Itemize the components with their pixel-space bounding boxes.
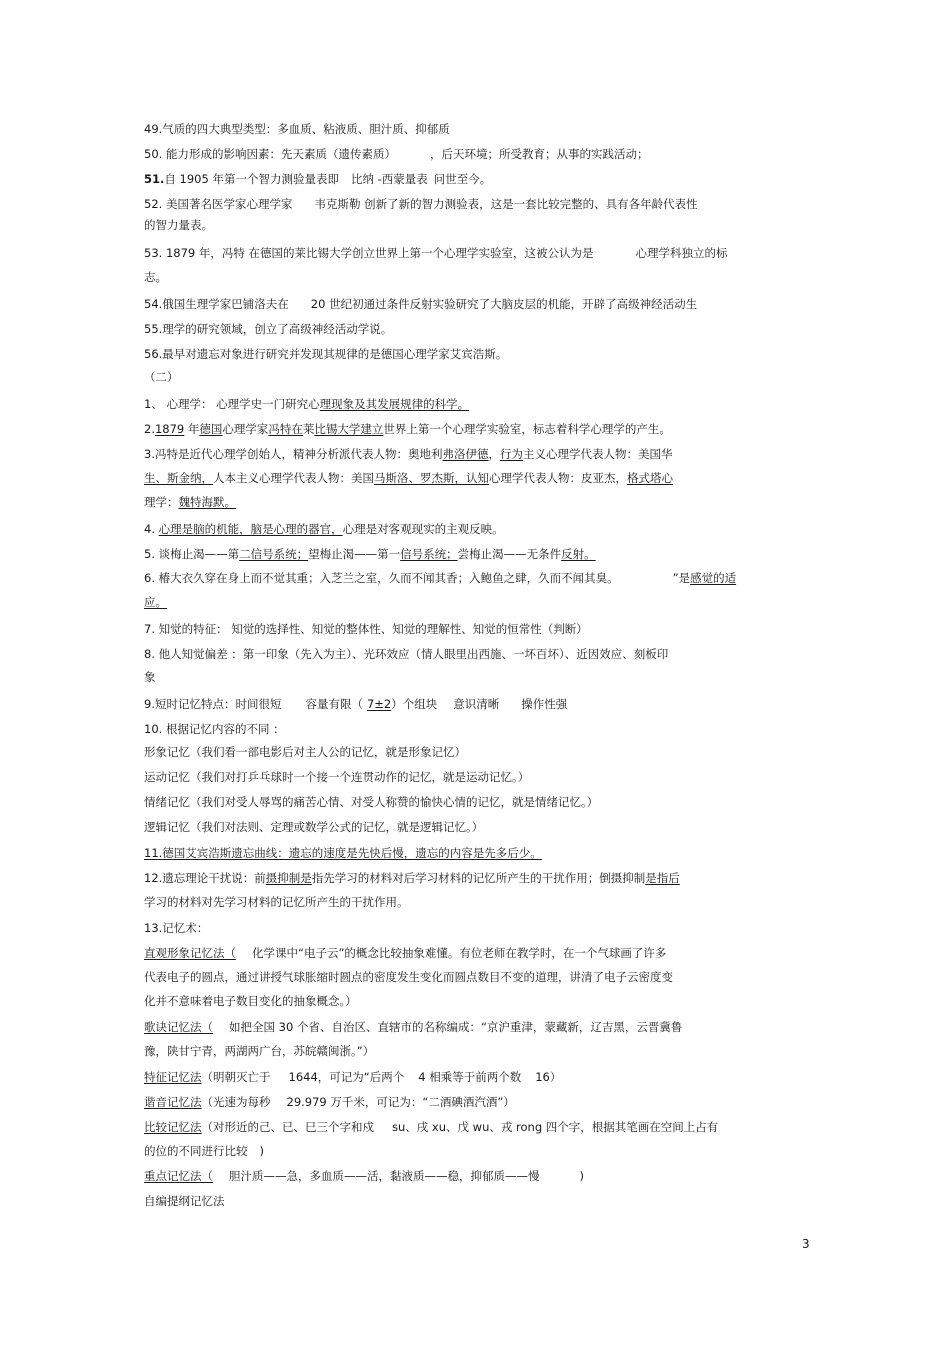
text: 自 1905 年第一个智力测验量表即 xyxy=(164,172,339,186)
item-2 xyxy=(144,421,671,437)
text: 11.德国艾宾浩斯遗忘曲线：遗忘的速度是先快后慢，遗忘的内容是先多后少。 xyxy=(144,846,542,860)
text: 7. 知觉的特征： 知觉的选择性、知觉的整体性、知觉的理解性、知觉的恒常性（判断） xyxy=(144,622,588,636)
mnemonic-7 xyxy=(144,1193,225,1209)
line-51 xyxy=(144,171,491,187)
text: 直观形象记忆法（ xyxy=(144,946,236,960)
item-7 xyxy=(144,621,588,637)
item-13 xyxy=(144,920,208,936)
text: 1、 心理学： 心理学史一门研究心 xyxy=(144,397,320,411)
text: su、戌 xu、戊 wu、戎 rong 四个字，根据其笔画在空间上占有 xyxy=(392,1120,719,1134)
text: 谐音记忆法 xyxy=(144,1095,202,1109)
text: （光速为每秒 xyxy=(201,1095,271,1109)
item-8-cont xyxy=(144,669,156,685)
item-6-cont xyxy=(144,594,167,610)
text: 的智力量表。 xyxy=(144,218,213,232)
mnemonic-2 xyxy=(144,1019,682,1035)
line-54 xyxy=(144,296,697,312)
text: 问世至今。 xyxy=(433,172,492,186)
item-8 xyxy=(144,646,668,662)
line-52 xyxy=(144,196,698,212)
text: 50. 能力形成的影响因素：先天素质（遗传素质） xyxy=(144,147,396,161)
text: 德国 xyxy=(199,422,223,436)
memory-type-4 xyxy=(144,819,483,835)
text: 6. 椿大衣久穿在身上而不觉其重；入芝兰之室，久而不闻其香；入鲍鱼之肆，久而不闻其臭。 xyxy=(144,571,619,585)
text: 1879 xyxy=(154,422,185,436)
text: 的位的不同进行比较 xyxy=(144,1144,248,1158)
text: 5. 谈梅止渴——第 xyxy=(144,547,240,561)
item-12-cont xyxy=(144,894,409,910)
text: 格式塔心 xyxy=(627,471,673,485)
text: 理学： xyxy=(144,495,179,509)
text: 4 相乘等于前两个数 xyxy=(418,1070,522,1084)
line-49 xyxy=(144,121,450,137)
text: 比锡大学建立 xyxy=(314,422,384,436)
text: ”是 xyxy=(672,571,691,585)
text: 豫，陕甘宁青，两湖两广台，苏皖赣闽浙。”） xyxy=(144,1044,375,1058)
text: 比纳 -西蒙量表 xyxy=(350,172,428,186)
text: 望梅止渴——第一 xyxy=(308,547,401,561)
text: 化学课中“电子云”的概念比较抽象难懂。有位老师在教学时，在一个气球画了许多 xyxy=(252,946,667,960)
text: 信号系统； xyxy=(400,547,458,561)
text: 韦克斯勒 创新了新的智力测验表，这是一套比较完整的、具有各年龄代表性 xyxy=(314,197,698,211)
text: 操作性强 xyxy=(521,697,568,711)
text: 49.气质的四大典型类型：多血质、粘液质、胆汁质、抑郁质 xyxy=(144,122,450,136)
text: 冯特是近代心理学创始人，精神分析派代表人物：奥地利 xyxy=(154,447,443,461)
text: 比较记忆法 xyxy=(144,1120,202,1134)
text: 1644，可记为“后两个 xyxy=(288,1070,405,1084)
page-number: 3 xyxy=(802,1237,810,1251)
item-3-cont2 xyxy=(144,494,236,510)
text: 如把全国 30 个省、自治区、直辖市的名称编成：“京沪重津，蒙藏新，辽吉黑，云晋冀鲁 xyxy=(229,1020,683,1034)
text: 重点记忆法（ xyxy=(144,1169,213,1183)
text: （对形近的己、已、巳三个字和戍 xyxy=(201,1120,374,1134)
text: 指先学习的材料对后学习材料的记忆所产生的干扰作用；倒摄抑制 xyxy=(311,871,646,885)
text: 歌诀记忆法（ xyxy=(144,1020,213,1034)
text: 7±2 xyxy=(366,697,392,711)
item-3 xyxy=(144,446,728,462)
text: 特征记忆法 xyxy=(144,1070,202,1084)
text: 志。 xyxy=(144,270,167,284)
line-56 xyxy=(144,346,507,362)
text: 年 xyxy=(184,422,200,436)
memory-type-3 xyxy=(144,794,598,810)
text: 世界上第一个心理学实验室，标志着科学心理学的产生。 xyxy=(383,422,671,436)
text: 52. 美国著名医学家心理学家 xyxy=(144,197,293,211)
text: 16） xyxy=(535,1070,562,1084)
text: 29.979 万千米，可记为：“二酒碘酒汽酒”） xyxy=(286,1095,515,1109)
text: 10. 根据记忆内容的不同 ： xyxy=(144,722,285,736)
text: 9.短时记忆特点：时间很短 xyxy=(144,697,282,711)
text: 弗洛伊德 xyxy=(442,447,489,461)
text: （二） xyxy=(144,370,179,384)
text: 二信号系统； xyxy=(239,547,309,561)
text: 尝梅止渴——无条件 xyxy=(457,547,562,561)
text: ）个组块 xyxy=(391,697,438,711)
item-5 xyxy=(144,546,642,562)
text: 理现象及其发展规律的科学。 xyxy=(319,397,470,411)
text: 55.理学的研究领域，创立了高级神经活动学说。 xyxy=(144,322,393,336)
mnemonic-5-cont xyxy=(144,1143,264,1159)
line-53-cont xyxy=(144,269,167,285)
text: ，后天环境；所受教育；从事的实践活动； xyxy=(429,147,649,161)
mnemonic-1-cont xyxy=(144,969,673,985)
text: 形象记忆（我们看一部电影后对主人公的记忆，就是形象记忆） xyxy=(144,745,466,759)
text: （明朝灭亡于 xyxy=(201,1070,271,1084)
memory-type-1 xyxy=(144,744,466,760)
item-1 xyxy=(144,396,469,412)
text: 心理学科独立的标 xyxy=(635,246,728,260)
text: 53. 1879 年，冯特 在德国的莱比锡大学创立世界上第一个心理学实验室，这被公认为是 xyxy=(144,246,594,260)
text: 象 xyxy=(144,670,156,684)
item-12 xyxy=(144,870,700,886)
text: 2. xyxy=(144,422,155,436)
mnemonic-1-cont2 xyxy=(144,993,357,1009)
text: 人本主义心理学代表人物：美国 xyxy=(213,471,374,485)
item-10 xyxy=(144,721,285,737)
text: 自编提纲记忆法 xyxy=(144,1194,225,1208)
text: 主义心理学代表人物：美国华 xyxy=(522,447,673,461)
text: 马斯洛、罗杰斯，认知 xyxy=(374,471,489,485)
text: 冯特在 xyxy=(268,422,303,436)
text: 51. xyxy=(144,172,165,186)
text: 化并不意味着电子数目变化的抽象概念。） xyxy=(144,994,357,1008)
text: 54.俄国生理学家巴铺洛夫在 xyxy=(144,297,289,311)
mnemonic-2-cont xyxy=(144,1043,374,1059)
mnemonic-4 xyxy=(144,1094,515,1110)
memory-type-2 xyxy=(144,769,529,785)
text: 4. xyxy=(144,522,159,536)
mnemonic-3 xyxy=(144,1069,561,1085)
text: 生、斯金纳， xyxy=(144,471,213,485)
item-9 xyxy=(144,696,567,712)
line-52-cont xyxy=(144,217,213,233)
item-3-cont xyxy=(144,470,673,486)
text: 逻辑记忆（我们对法则、定理或数学公式的记忆，就是逻辑记忆。） xyxy=(144,820,484,834)
line-53 xyxy=(144,245,728,261)
text: 心理是脑的机能，脑是心理的器官， xyxy=(158,522,343,536)
mnemonic-1 xyxy=(144,945,666,961)
text: 摄抑制是 xyxy=(265,871,312,885)
line-55 xyxy=(144,321,392,337)
text: 3. xyxy=(144,447,155,461)
text: 意识清晰 xyxy=(453,697,500,711)
text: 莱 xyxy=(302,422,315,436)
text: 20 世纪初通过条件反射实验研究了大脑皮层的机能，开辟了高级神经活动生 xyxy=(310,297,698,311)
item-11 xyxy=(144,845,594,861)
text: 是指后 xyxy=(645,871,680,885)
text: 胆汁质——急，多血质——活，黏液质——稳，抑郁质——慢 xyxy=(229,1169,540,1183)
text: 心理学家 xyxy=(222,422,269,436)
text: 行为 xyxy=(499,447,523,461)
text: 56.最早对遗忘对象进行研究并发现其规律的是德国心理学家艾宾浩斯。 xyxy=(144,347,508,361)
section-heading xyxy=(144,369,179,385)
mnemonic-6 xyxy=(144,1168,584,1184)
text: 感觉的适 xyxy=(690,571,737,585)
text: 情绪记忆（我们对受人辱骂的痛苦心情、对受人称赞的愉快心情的记忆，就是情绪记忆。） xyxy=(144,795,599,809)
text: 13.记忆术： xyxy=(144,921,209,935)
text: 容量有限（ xyxy=(305,697,363,711)
mnemonic-5 xyxy=(144,1119,718,1135)
text: 8. 他人知觉偏差 ：第一印象（先入为主）、光环效应（情人眼里出西施、一坏百坏）、近因效应、刻板印 xyxy=(144,647,669,661)
text: 学习的材料对先学习材料的记忆所产生的干扰作用。 xyxy=(144,895,409,909)
item-6 xyxy=(144,570,736,586)
text: ) xyxy=(579,1169,584,1183)
text: 运动记忆（我们对打乒乓球时一个接一个连贯动作的记忆，就是运动记忆。） xyxy=(144,770,530,784)
text: 代表电子的圆点，通过讲授气球胀缩时圆点的密度发生变化而圆点数目不变的道理，讲清了电子云密度变 xyxy=(144,970,673,984)
text: 应。 xyxy=(144,595,167,609)
text: 12.遗忘理论干扰说：前 xyxy=(144,871,266,885)
line-50 xyxy=(144,146,648,162)
item-4 xyxy=(144,521,504,537)
text: ) xyxy=(259,1144,264,1158)
text: 魏特海默。 xyxy=(178,495,236,509)
text: 心理是对客观现实的主观反映。 xyxy=(342,522,504,536)
text: 反射。 xyxy=(561,547,596,561)
text: 心理学代表人物：皮亚杰， xyxy=(489,471,627,485)
text: ， xyxy=(488,447,500,461)
